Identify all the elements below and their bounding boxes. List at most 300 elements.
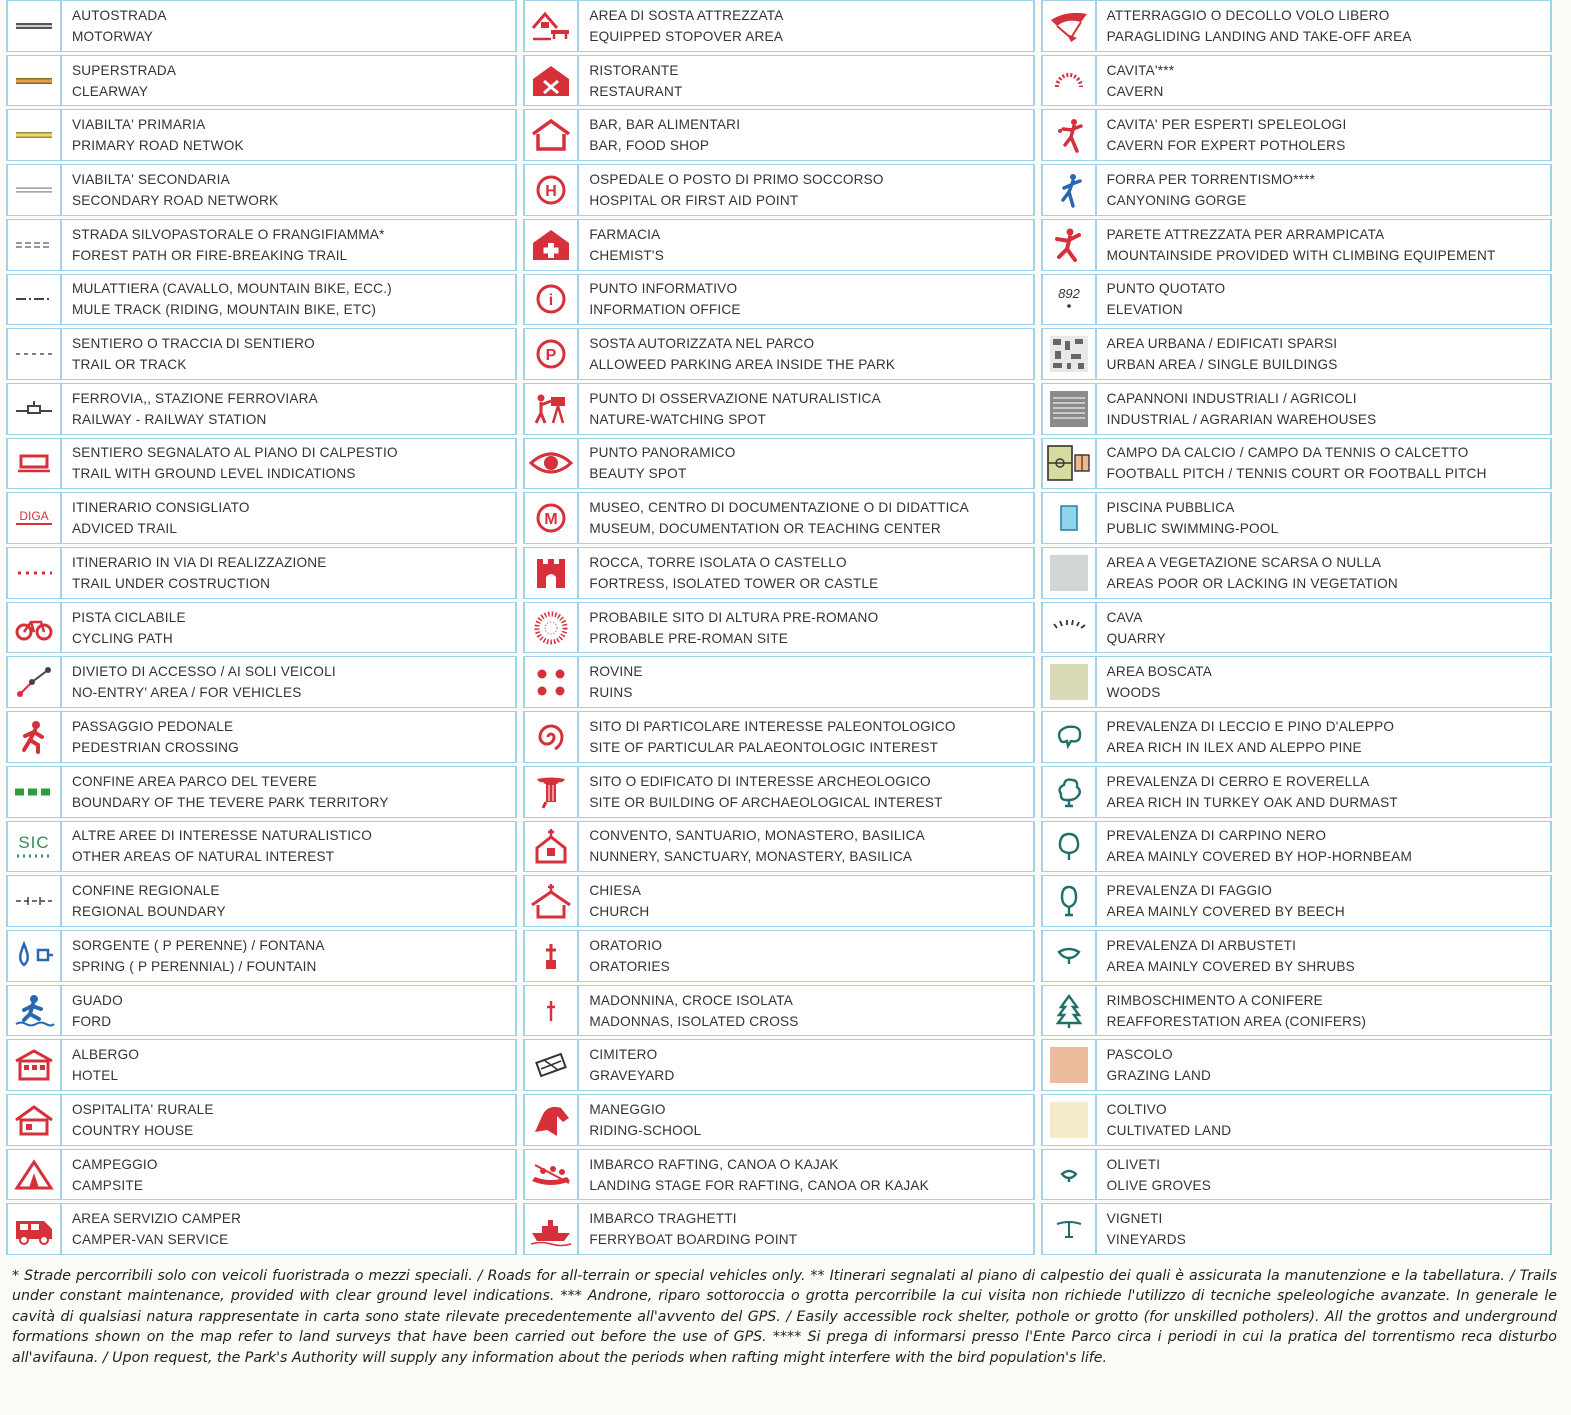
legend-row [1041, 328, 1552, 380]
legend-row [523, 274, 1034, 326]
ilex-tree-icon [1043, 712, 1097, 762]
label-english: EQUIPPED STOPOVER AREA [589, 28, 784, 44]
legend-label [579, 275, 1032, 325]
label-italian: OLIVETI [1106, 1156, 1161, 1172]
label-italian: CAMPEGGIO [72, 1156, 158, 1172]
label-english: HOSPITAL OR FIRST AID POINT [589, 192, 799, 208]
legend-row [6, 875, 517, 927]
legend-label [1097, 876, 1550, 926]
legend-row [1041, 766, 1552, 818]
label-english: REAFFORESTATION AREA (CONIFERS) [1106, 1013, 1367, 1029]
legend-table [6, 0, 1552, 1258]
legend-label [62, 165, 515, 215]
label-italian: AREA BOSCATA [1106, 664, 1213, 680]
cavern-icon [1043, 56, 1097, 106]
sic-icon [8, 822, 62, 872]
eye-icon [525, 439, 579, 489]
label-english: PARAGLIDING LANDING AND TAKE-OFF AREA [1106, 28, 1412, 44]
label-english: TRAIL UNDER COSTRUCTION [72, 575, 271, 591]
label-english: OTHER AREAS OF NATURAL INTEREST [72, 849, 335, 865]
legend-row [1041, 656, 1552, 708]
legend-row [6, 711, 517, 763]
label-italian: CONFINE REGIONALE [72, 883, 220, 899]
label-english: MUSEUM, DOCUMENTATION OR TEACHING CENTER [589, 521, 941, 537]
legend-row [6, 1039, 517, 1091]
stopover-area-icon [525, 1, 579, 51]
pre-roman-site-icon [525, 603, 579, 653]
legend-label [1097, 1095, 1550, 1145]
legend-label [1097, 548, 1550, 598]
legend-label [62, 657, 515, 707]
label-italian: VIABILTA' SECONDARIA [72, 171, 230, 187]
label-english: CAMPER-VAN SERVICE [72, 1232, 229, 1248]
legend-row [6, 383, 517, 435]
expert-cavern-icon [1043, 110, 1097, 160]
legend-row [1041, 55, 1552, 107]
label-italian: PISCINA PUBBLICA [1106, 500, 1235, 516]
legend-label [579, 1, 1032, 51]
legend-label [1097, 220, 1550, 270]
hornbeam-tree-icon [1043, 822, 1097, 872]
climbing-icon [1043, 220, 1097, 270]
rafting-icon [525, 1150, 579, 1200]
ferry-icon [525, 1204, 579, 1254]
legend-row [523, 930, 1034, 982]
label-italian: CAVA [1106, 609, 1143, 625]
label-english: GRAVEYARD [589, 1068, 675, 1084]
label-italian: SUPERSTRADA [72, 62, 177, 78]
primary-road-line-icon [8, 110, 62, 160]
label-english: LANDING STAGE FOR RAFTING, CANOA OR KAJAK [589, 1177, 929, 1193]
label-english: NUNNERY, SANCTUARY, MONASTERY, BASILICA [589, 849, 913, 865]
legend-label [1097, 1204, 1550, 1254]
legend-label [62, 1, 515, 51]
label-english: BAR, FOOD SHOP [589, 138, 710, 154]
label-english: RIDING-SCHOOL [589, 1122, 702, 1138]
label-english: AREA RICH IN TURKEY OAK AND DURMAST [1106, 794, 1398, 810]
label-italian: AREA DI SOSTA ATTREZZATA [589, 7, 784, 23]
legend-label [579, 603, 1032, 653]
legend-label [579, 56, 1032, 106]
label-italian: SOSTA AUTORIZZATA NEL PARCO [589, 336, 815, 352]
label-english: MADONNAS, ISOLATED CROSS [589, 1013, 799, 1029]
label-english: CAVERN [1106, 83, 1164, 99]
oratory-icon [525, 931, 579, 981]
legend-label [579, 493, 1032, 543]
ford-icon [8, 986, 62, 1036]
label-italian: PREVALENZA DI ARBUSTETI [1106, 937, 1297, 953]
legend-label [1097, 110, 1550, 160]
park-boundary-line-icon [8, 767, 62, 817]
legend-row [523, 109, 1034, 161]
legend-row [6, 274, 517, 326]
castle-icon [525, 548, 579, 598]
label-italian: GUADO [72, 992, 123, 1008]
pedestrian-icon [8, 712, 62, 762]
legend-row [6, 821, 517, 873]
legend-label [62, 110, 515, 160]
legend-row [1041, 164, 1552, 216]
legend-row [1041, 711, 1552, 763]
legend-label [1097, 767, 1550, 817]
label-italian: SENTIERO O TRACCIA DI SENTIERO [72, 336, 315, 352]
legend-row [523, 0, 1034, 52]
olive-tree-icon [1043, 1150, 1097, 1200]
warehouse-icon [1043, 384, 1097, 434]
legend-label [62, 767, 515, 817]
legend-row [6, 1149, 517, 1201]
legend-row [1041, 602, 1552, 654]
label-english: RAILWAY - RAILWAY STATION [72, 411, 267, 427]
label-italian: AREA A VEGETAZIONE SCARSA O NULLA [1106, 554, 1382, 570]
legend-row [1041, 219, 1552, 271]
label-italian: AREA SERVIZIO CAMPER [72, 1211, 242, 1227]
label-italian: MANEGGIO [589, 1101, 666, 1117]
legend-label [1097, 275, 1550, 325]
legend-row [6, 985, 517, 1037]
label-italian: PREVALENZA DI FAGGIO [1106, 883, 1273, 899]
legend-label [579, 657, 1032, 707]
label-italian: OSPITALITA' RURALE [72, 1101, 214, 1117]
svg-text:DIGA: DIGA [19, 509, 49, 524]
legend-row [523, 492, 1034, 544]
legend-label [579, 439, 1032, 489]
label-italian: ALBERGO [72, 1047, 140, 1063]
label-english: HOTEL [72, 1068, 119, 1084]
legend-label [579, 767, 1032, 817]
label-english: INFORMATION OFFICE [589, 302, 741, 318]
legend-label [62, 986, 515, 1036]
legend-row [6, 328, 517, 380]
label-english: FERRYBOAT BOARDING POINT [589, 1232, 798, 1248]
legend-label [62, 712, 515, 762]
label-english: RESTAURANT [589, 83, 683, 99]
label-italian: PREVALENZA DI LECCIO E PINO D'ALEPPO [1106, 718, 1395, 734]
legend-label [62, 1095, 515, 1145]
graveyard-icon [525, 1040, 579, 1090]
advised-trail-icon [8, 493, 62, 543]
legend-row [1041, 1094, 1552, 1146]
secondary-road-line-icon [8, 165, 62, 215]
label-english: CHURCH [589, 904, 650, 920]
label-english: GRAZING LAND [1106, 1068, 1212, 1084]
legend-row [523, 383, 1034, 435]
legend-row [1041, 0, 1552, 52]
label-english: NATURE-WATCHING SPOT [589, 411, 767, 427]
footnote: * Strade percorribili solo con veicoli fuoristrada o mezzi speciali. / Roads for all-terrain or special vehicles only. ** Itinerari segnalati al piano di calpestio dei quali è assicurata la manutenzione e la tabellatura. / Trails under constant maintenance, provided with clear ground level indications. *** Androne, riparo sottoroccia o grotta percorribile la cui visita non richiede l'utilizzo di tecniche speleologiche avanzate. In generale le cavità di qualsiasi natura rappresentate in carta sono state rilevate precedentemente all'avvento del GPS. / Easily accessible rock shelter, pothole or grotto (for unskilled potholers). All the grottos and underground formations shown on the map refer to land surveys that have been carried out before the use of GPS. **** Si prega di informarsi presso l'Ente Parco circa i periodi in cui la pratica del torrentismo reca disturbo all'avifauna. / Upon request, the Park's Authority will supply any information about the periods when rafting might interfere with the bird population's life. [12, 1268, 1557, 1366]
label-italian: ATTERRAGGIO O DECOLLO VOLO LIBERO [1106, 7, 1390, 23]
legend-label [1097, 712, 1550, 762]
legend-row [1041, 985, 1552, 1037]
legend-label [1097, 1, 1550, 51]
legend-label [579, 931, 1032, 981]
label-english: ALLOWEED PARKING AREA INSIDE THE PARK [589, 357, 896, 373]
label-italian: CAPANNONI INDUSTRIALI / AGRICOLI [1106, 390, 1357, 406]
label-english: ADVICED TRAIL [72, 521, 178, 537]
label-english: SITE OF PARTICULAR PALAEONTOLOGIC INTEREST [589, 739, 939, 755]
label-italian: SORGENTE ( P PERENNE) / FONTANA [72, 937, 325, 953]
label-english: MULE TRACK (RIDING, MOUNTAIN BIKE, ETC) [72, 302, 377, 318]
label-english: CLEARWAY [72, 83, 149, 99]
church-icon [525, 876, 579, 926]
legend-label [579, 1095, 1032, 1145]
legend-row [6, 438, 517, 490]
label-italian: FARMACIA [589, 226, 661, 242]
legend-row [523, 656, 1034, 708]
label-english: FOOTBALL PITCH / TENNIS COURT OR FOOTBALL PITCH [1106, 466, 1487, 482]
label-italian: IMBARCO TRAGHETTI [589, 1211, 737, 1227]
legend-label [1097, 56, 1550, 106]
svg-text:i: i [549, 292, 554, 310]
shrub-icon [1043, 931, 1097, 981]
label-english: PROBABLE PRE-ROMAN SITE [589, 630, 789, 646]
legend-label [62, 493, 515, 543]
label-english: AREA MAINLY COVERED BY HOP-HORNBEAM [1106, 849, 1413, 865]
svg-text:H: H [545, 182, 558, 200]
label-english: INDUSTRIAL / AGRARIAN WAREHOUSES [1106, 411, 1377, 427]
swimming-pool-icon [1043, 493, 1097, 543]
label-english: PUBLIC SWIMMING-POOL [1106, 521, 1279, 537]
legend-row [523, 1149, 1034, 1201]
legend-label [1097, 165, 1550, 215]
label-italian: SITO DI PARTICOLARE INTERESSE PALEONTOLOGICO [589, 718, 956, 734]
label-italian: PASSAGGIO PEDONALE [72, 718, 234, 734]
label-italian: DIVIETO DI ACCESSO / AI SOLI VEICOLI [72, 664, 336, 680]
label-english: URBAN AREA / SINGLE BUILDINGS [1106, 357, 1338, 373]
legend-row [523, 1094, 1034, 1146]
legend-row [523, 547, 1034, 599]
ruins-icon [525, 657, 579, 707]
label-english: MOTORWAY [72, 28, 154, 44]
label-english: QUARRY [1106, 630, 1166, 646]
woods-swatch-icon [1043, 657, 1097, 707]
label-english: BOUNDARY OF THE TEVERE PARK TERRITORY [72, 794, 389, 810]
ground-level-sign-icon [8, 439, 62, 489]
label-english: FOREST PATH OR FIRE-BREAKING TRAIL [72, 247, 348, 263]
legend-label [62, 439, 515, 489]
legend-label [579, 876, 1032, 926]
football-pitch-icon [1043, 439, 1097, 489]
legend-row [523, 821, 1034, 873]
label-italian: PROBABILE SITO DI ALTURA PRE-ROMANO [589, 609, 879, 625]
label-italian: VIGNETI [1106, 1211, 1163, 1227]
legend-row [6, 602, 517, 654]
label-english: SPRING ( P PERENNIAL) / FOUNTAIN [72, 958, 317, 974]
legend-row [523, 219, 1034, 271]
label-english: AREA RICH IN ILEX AND ALEPPO PINE [1106, 739, 1362, 755]
mule-track-line-icon [8, 275, 62, 325]
beech-tree-icon [1043, 876, 1097, 926]
legend-row [1041, 383, 1552, 435]
camper-icon [8, 1204, 62, 1254]
legend-row [6, 766, 517, 818]
label-italian: PUNTO QUOTATO [1106, 281, 1226, 297]
grazing-land-swatch-icon [1043, 1040, 1097, 1090]
label-english: ELEVATION [1106, 302, 1183, 318]
svg-text:P: P [545, 347, 557, 365]
legend-label [579, 384, 1032, 434]
svg-text:SIC: SIC [18, 833, 50, 853]
legend-label [1097, 1150, 1550, 1200]
motorway-line-icon [8, 1, 62, 51]
label-english: CAMPSITE [72, 1177, 144, 1193]
oak-tree-icon [1043, 767, 1097, 817]
label-italian: ROVINE [589, 664, 643, 680]
label-italian: OSPEDALE O POSTO DI PRIMO SOCCORSO [589, 171, 884, 187]
label-italian: CONFINE AREA PARCO DEL TEVERE [72, 773, 318, 789]
label-english: ORATORIES [589, 958, 670, 974]
legend-label [579, 986, 1032, 1036]
legend-label [62, 329, 515, 379]
legend-row [1041, 547, 1552, 599]
legend-label [62, 384, 515, 434]
legend-row [6, 1094, 517, 1146]
legend-row [6, 109, 517, 161]
country-house-icon [8, 1095, 62, 1145]
legend-row [1041, 930, 1552, 982]
label-english: REGIONAL BOUNDARY [72, 904, 226, 920]
poor-vegetation-swatch-icon [1043, 548, 1097, 598]
legend-label [62, 931, 515, 981]
label-italian: ORATORIO [589, 937, 663, 953]
no-entry-icon [8, 657, 62, 707]
cross-icon [525, 986, 579, 1036]
hotel-icon [8, 1040, 62, 1090]
label-english: COUNTRY HOUSE [72, 1122, 194, 1138]
horse-icon [525, 1095, 579, 1145]
legend-row [523, 164, 1034, 216]
label-italian: FERROVIA,, STAZIONE FERROVIARA [72, 390, 318, 406]
legend-row [6, 1203, 517, 1255]
legend-column [1041, 0, 1552, 1258]
label-italian: CHIESA [589, 883, 642, 899]
legend-label [62, 220, 515, 270]
legend-label [1097, 657, 1550, 707]
legend-label [579, 220, 1032, 270]
label-english: CHEMIST'S [589, 247, 664, 263]
legend-row [523, 711, 1034, 763]
nature-watching-icon [525, 384, 579, 434]
label-english: VINEYARDS [1106, 1232, 1187, 1248]
label-italian: CAVITA' PER ESPERTI SPELEOLOGI [1106, 117, 1347, 133]
spiral-fossil-icon [525, 712, 579, 762]
legend-label [579, 712, 1032, 762]
label-english: SECONDARY ROAD NETWORK [72, 192, 279, 208]
cultivated-land-swatch-icon [1043, 1095, 1097, 1145]
trail-line-icon [8, 329, 62, 379]
legend-label [1097, 603, 1550, 653]
legend-row [523, 766, 1034, 818]
legend-label [579, 1040, 1032, 1090]
quarry-icon [1043, 603, 1097, 653]
railway-station-icon [8, 384, 62, 434]
label-english: NO-ENTRY' AREA / FOR VEHICLES [72, 685, 302, 701]
trail-construction-line-icon [8, 548, 62, 598]
label-italian: PREVALENZA DI CERRO E ROVERELLA [1106, 773, 1370, 789]
label-italian: ITINERARIO IN VIA DI REALIZZAZIONE [72, 554, 327, 570]
legend-label [579, 165, 1032, 215]
regional-boundary-line-icon [8, 876, 62, 926]
svg-text:M: M [544, 511, 558, 529]
legend-label [62, 603, 515, 653]
label-english: SITE OR BUILDING OF ARCHAEOLOGICAL INTEREST [589, 794, 943, 810]
label-english: AREA MAINLY COVERED BY SHRUBS [1106, 958, 1355, 974]
label-italian: SENTIERO SEGNALATO AL PIANO DI CALPESTIO [72, 445, 398, 461]
legend-label [1097, 931, 1550, 981]
label-italian: RISTORANTE [589, 62, 679, 78]
restaurant-icon [525, 56, 579, 106]
convent-icon [525, 822, 579, 872]
label-english: PEDESTRIAN CROSSING [72, 739, 239, 755]
label-italian: STRADA SILVOPASTORALE O FRANGIFIAMMA* [72, 226, 385, 242]
label-english: FORD [72, 1013, 112, 1029]
legend-row [6, 164, 517, 216]
legend-row [6, 219, 517, 271]
label-english: FORTRESS, ISOLATED TOWER OR CASTLE [589, 575, 879, 591]
forest-path-line-icon [8, 220, 62, 270]
legend-label [579, 329, 1032, 379]
label-english: RUINS [589, 685, 633, 701]
label-english: CANYONING GORGE [1106, 192, 1247, 208]
label-italian: PASCOLO [1106, 1047, 1173, 1063]
legend-row [1041, 274, 1552, 326]
label-english: BEAUTY SPOT [589, 466, 687, 482]
label-english: MOUNTAINSIDE PROVIDED WITH CLIMBING EQUIPEMENT [1106, 247, 1496, 263]
legend-label [579, 548, 1032, 598]
label-italian: PARETE ATTREZZATA PER ARRAMPICATA [1106, 226, 1385, 242]
label-italian: SITO O EDIFICATO DI INTERESSE ARCHEOLOGICO [589, 773, 931, 789]
legend-label [1097, 1040, 1550, 1090]
legend-label [1097, 493, 1550, 543]
legend-label [579, 822, 1032, 872]
label-italian: AUTOSTRADA [72, 7, 167, 23]
label-english: AREA MAINLY COVERED BY BEECH [1106, 904, 1345, 920]
museum-icon [525, 493, 579, 543]
label-italian: CONVENTO, SANTUARIO, MONASTERO, BASILICA [589, 828, 925, 844]
legend-row [6, 55, 517, 107]
clearway-line-icon [8, 56, 62, 106]
vineyard-icon [1043, 1204, 1097, 1254]
legend-label [62, 1150, 515, 1200]
elevation-point-icon [1043, 275, 1097, 325]
label-italian: CAMPO DA CALCIO / CAMPO DA TENNIS O CALCETTO [1106, 445, 1469, 461]
legend-label [62, 56, 515, 106]
legend-label [62, 1040, 515, 1090]
legend-label [1097, 822, 1550, 872]
label-italian: ITINERARIO CONSIGLIATO [72, 500, 250, 516]
label-italian: RIMBOSCHIMENTO A CONIFERE [1106, 992, 1323, 1008]
label-italian: BAR, BAR ALIMENTARI [589, 117, 741, 133]
legend-row [1041, 1039, 1552, 1091]
pharmacy-icon [525, 220, 579, 270]
label-italian: MUSEO, CENTRO DI DOCUMENTAZIONE O DI DIDATTICA [589, 500, 969, 516]
legend-row [523, 602, 1034, 654]
legend-row [1041, 821, 1552, 873]
label-italian: CAVITA'*** [1106, 62, 1175, 78]
parking-icon [525, 329, 579, 379]
label-italian: PUNTO INFORMATIVO [589, 281, 738, 297]
svg-text:892: 892 [1057, 286, 1080, 302]
label-italian: ROCCA, TORRE ISOLATA O CASTELLO [589, 554, 847, 570]
legend-row [1041, 492, 1552, 544]
paraglider-icon [1043, 1, 1097, 51]
legend-row [6, 930, 517, 982]
label-italian: FORRA PER TORRENTISMO**** [1106, 171, 1316, 187]
legend-row [1041, 875, 1552, 927]
legend-row [523, 438, 1034, 490]
legend-label [579, 1204, 1032, 1254]
legend-label [62, 876, 515, 926]
